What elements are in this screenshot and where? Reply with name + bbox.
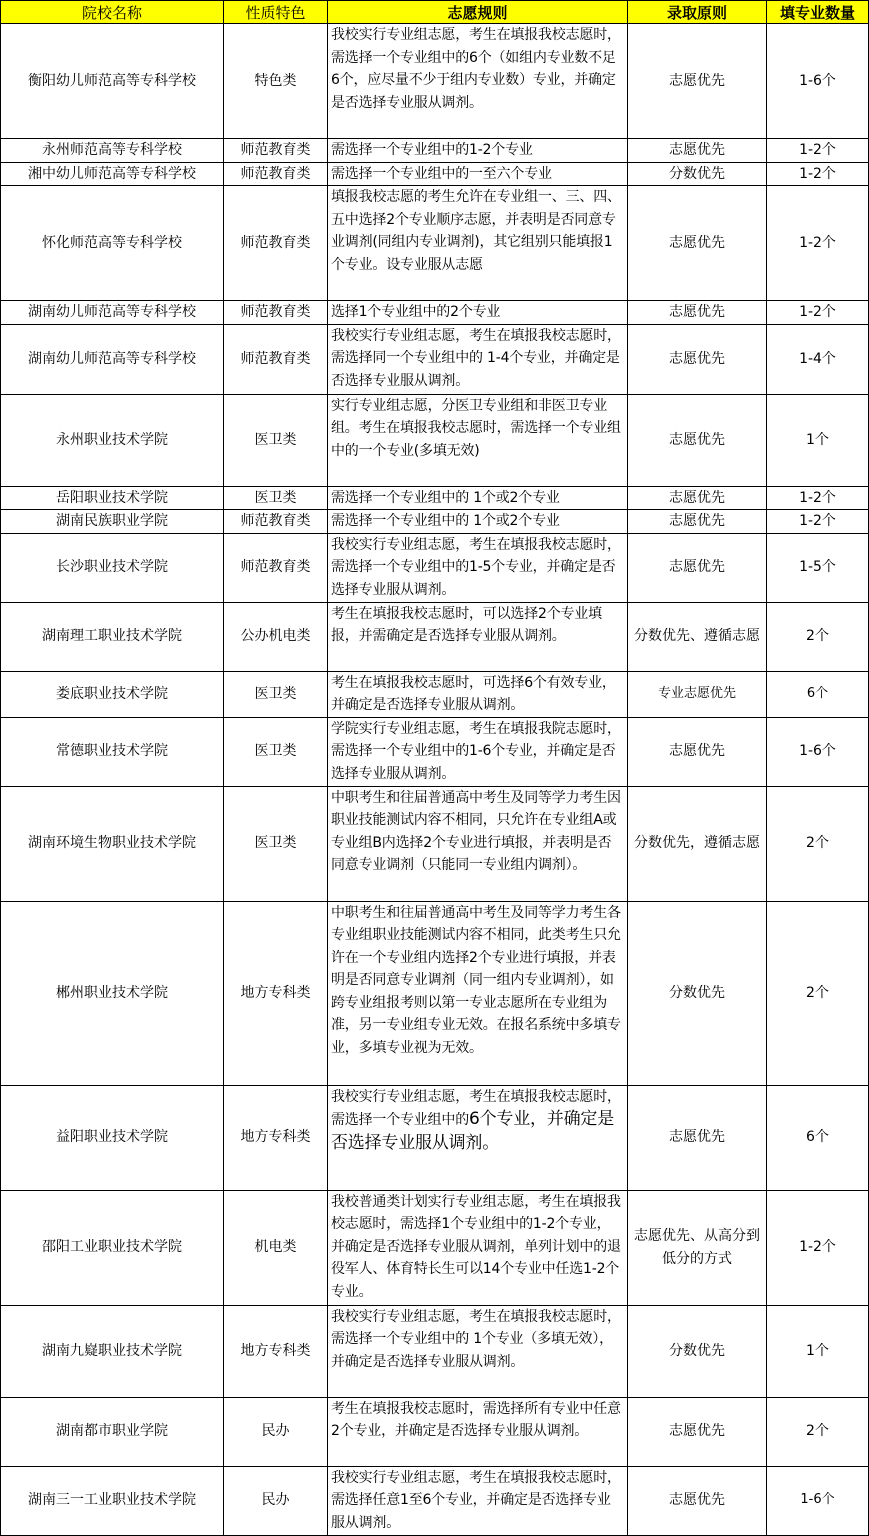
admission-principle: 志愿优先	[628, 394, 767, 486]
major-count: 2个	[767, 602, 869, 671]
school-name: 湖南幼儿师范高等专科学校	[1, 324, 224, 394]
rule-text: 实行专业组志愿，分医卫专业组和非医卫专业组。考生在填报我校志愿时，需选择一个专业组中的一个专业(多填无效)	[328, 394, 628, 486]
header-count: 填专业数量	[767, 1, 869, 24]
rule-text: 我校实行专业组志愿，考生在填报我校志愿时，需选择一个专业组中的 1个专业（多填无效），并确定是否选择专业服从调剂。	[328, 1305, 628, 1397]
admission-principle: 志愿优先	[628, 1085, 767, 1190]
rule-text: 需选择一个专业组中的1-2个专业	[328, 139, 628, 163]
school-type: 医卫类	[224, 486, 328, 510]
major-count: 1-6个	[767, 717, 869, 786]
rule-text	[328, 1085, 628, 1190]
school-type: 民办	[224, 1397, 328, 1466]
major-count: 1-2个	[767, 510, 869, 534]
table-row	[1, 394, 869, 486]
school-name: 湖南幼儿师范高等专科学校	[1, 301, 224, 325]
major-count: 2个	[767, 1397, 869, 1466]
table-row	[1, 1305, 869, 1397]
admission-principle: 志愿优先	[628, 324, 767, 394]
table-row	[1, 24, 869, 139]
school-name: 永州职业技术学院	[1, 394, 224, 486]
table-row	[1, 671, 869, 717]
school-type: 师范教育类	[224, 186, 328, 301]
rule-text: 我校普通类计划实行专业组志愿，考生在填报我校志愿时，需选择1个专业组中的1-2个专业，并确定是否选择专业服从调剂，单列计划中的退役军人、体育特长生可以14个专业中任选1-2个专业。	[328, 1190, 628, 1305]
school-name: 邵阳工业职业技术学院	[1, 1190, 224, 1305]
table-row	[1, 1397, 869, 1466]
table-row	[1, 162, 869, 186]
major-count: 2个	[767, 786, 869, 901]
school-type: 医卫类	[224, 671, 328, 717]
table-row	[1, 510, 869, 534]
table-row	[1, 486, 869, 510]
major-count: 1个	[767, 1305, 869, 1397]
admission-principle: 志愿优先	[628, 717, 767, 786]
school-name: 郴州职业技术学院	[1, 901, 224, 1085]
school-name: 常德职业技术学院	[1, 717, 224, 786]
school-name: 衡阳幼儿师范高等专科学校	[1, 24, 224, 139]
header-principle: 录取原则	[628, 1, 767, 24]
rule-text: 选择1个专业组中的2个专业	[328, 301, 628, 325]
school-name: 怀化师范高等专科学校	[1, 186, 224, 301]
school-name: 长沙职业技术学院	[1, 533, 224, 602]
rule-text: 考生在填报我校志愿时，可以选择2个专业填报，并需确定是否选择专业服从调剂。	[328, 602, 628, 671]
school-name: 娄底职业技术学院	[1, 671, 224, 717]
school-name: 岳阳职业技术学院	[1, 486, 224, 510]
rule-text: 考生在填报我校志愿时，可选择6个有效专业，并确定是否选择专业服从调剂。	[328, 671, 628, 717]
table-row	[1, 901, 869, 1085]
school-type: 民办	[224, 1466, 328, 1535]
school-name: 益阳职业技术学院	[1, 1085, 224, 1190]
rule-text: 我校实行专业组志愿，考生在填报我校志愿时，需选择一个专业组中的6个（如组内专业数不足6个，应尽量不少于组内专业数）专业，并确定是否选择专业服从调剂。	[328, 24, 628, 139]
rule-text-part-large: 6个专业，并确定是否选择专业服从调剂。	[331, 1109, 615, 1153]
admission-principle: 志愿优先	[628, 1466, 767, 1535]
header-school: 院校名称	[1, 1, 224, 24]
rule-text-part: 我校实行专业组志愿，考生在填报我校志愿时，需选择一个专业组中的	[331, 1088, 621, 1128]
school-type: 医卫类	[224, 717, 328, 786]
major-count: 6个	[767, 671, 869, 717]
major-count: 2个	[767, 901, 869, 1085]
admission-principle: 志愿优先	[628, 510, 767, 534]
school-type: 师范教育类	[224, 162, 328, 186]
rule-text: 我校实行专业组志愿，考生在填报我校志愿时，需选择任意1至6个专业，并确定是否选择专业服从调剂。	[328, 1466, 628, 1535]
school-type: 地方专科类	[224, 901, 328, 1085]
major-count: 1-2个	[767, 301, 869, 325]
school-type: 地方专科类	[224, 1305, 328, 1397]
admission-principle: 志愿优先	[628, 24, 767, 139]
table-row	[1, 139, 869, 163]
school-type: 医卫类	[224, 786, 328, 901]
rule-text: 填报我校志愿的考生允许在专业组一、三、四、五中选择2个专业顺序志愿，并表明是否同意专业调剂(同组内专业调剂)，其它组别只能填报1个专业。设专业服从志愿	[328, 186, 628, 301]
table-row	[1, 301, 869, 325]
school-type: 机电类	[224, 1190, 328, 1305]
school-type: 地方专科类	[224, 1085, 328, 1190]
school-type: 师范教育类	[224, 139, 328, 163]
header-type: 性质特色	[224, 1, 328, 24]
table-row	[1, 602, 869, 671]
major-count: 1-4个	[767, 324, 869, 394]
school-name: 湖南环境生物职业技术学院	[1, 786, 224, 901]
rule-text: 学院实行专业组志愿，考生在填报我院志愿时，需选择一个专业组中的1-6个专业，并确定是否选择专业服从调剂。	[328, 717, 628, 786]
major-count: 1个	[767, 394, 869, 486]
major-count: 1-2个	[767, 1190, 869, 1305]
rule-text: 考生在填报我校志愿时，需选择所有专业中任意2个专业，并确定是否选择专业服从调剂。	[328, 1397, 628, 1466]
admission-principle: 专业志愿优先	[628, 671, 767, 717]
school-type: 医卫类	[224, 394, 328, 486]
school-name: 湖南九嶷职业技术学院	[1, 1305, 224, 1397]
rule-text: 需选择一个专业组中的一至六个专业	[328, 162, 628, 186]
admission-principle: 志愿优先	[628, 301, 767, 325]
admission-principle: 志愿优先	[628, 486, 767, 510]
major-count: 1-2个	[767, 186, 869, 301]
school-type: 师范教育类	[224, 510, 328, 534]
school-type: 师范教育类	[224, 301, 328, 325]
table-row	[1, 324, 869, 394]
major-count: 6个	[767, 1085, 869, 1190]
school-name: 永州师范高等专科学校	[1, 139, 224, 163]
admission-principle: 志愿优先	[628, 186, 767, 301]
school-type: 师范教育类	[224, 533, 328, 602]
table-row	[1, 533, 869, 602]
admission-principle: 分数优先、遵循志愿	[628, 602, 767, 671]
table-row	[1, 186, 869, 301]
table-row	[1, 1466, 869, 1535]
school-name: 湖南都市职业学院	[1, 1397, 224, 1466]
school-type: 特色类	[224, 24, 328, 139]
admission-principle: 分数优先	[628, 1305, 767, 1397]
school-type: 公办机电类	[224, 602, 328, 671]
header-row	[1, 1, 869, 24]
admission-principle: 志愿优先	[628, 139, 767, 163]
school-name: 湘中幼儿师范高等专科学校	[1, 162, 224, 186]
admission-principle: 志愿优先	[628, 533, 767, 602]
admission-principle: 分数优先	[628, 162, 767, 186]
table-row	[1, 1190, 869, 1305]
rule-text: 需选择一个专业组中的 1个或2个专业	[328, 510, 628, 534]
rule-text: 需选择一个专业组中的 1个或2个专业	[328, 486, 628, 510]
header-rule: 志愿规则	[328, 1, 628, 24]
rule-text: 我校实行专业组志愿，考生在填报我校志愿时，需选择同一个专业组中的 1-4个专业，并确定是否选择专业服从调剂。	[328, 324, 628, 394]
table-row	[1, 717, 869, 786]
major-count: 1-6个	[767, 24, 869, 139]
table-row	[1, 1085, 869, 1190]
rule-text: 中职考生和往届普通高中考生及同等学力考生因职业技能测试内容不相同，只允许在专业组A或专业组B内选择2个专业进行填报，并表明是否同意专业调剂（只能同一专业组内调剂）。	[328, 786, 628, 901]
rule-text: 中职考生和往届普通高中考生及同等学力考生各专业组职业技能测试内容不相同，此类考生只允许在一个专业组内选择2个专业进行填报，并表明是否同意专业调剂（同一组内专业调剂），如跨专业组报考则以第一专业志愿所在专业组为准，另一专业组专业无效。在报名系统中多填专业，多填专业视为无效。	[328, 901, 628, 1085]
table-row	[1, 786, 869, 901]
major-count: 1-2个	[767, 162, 869, 186]
school-name: 湖南理工职业技术学院	[1, 602, 224, 671]
school-type: 师范教育类	[224, 324, 328, 394]
major-count: 1-2个	[767, 486, 869, 510]
admission-principle: 分数优先	[628, 901, 767, 1085]
admission-principle: 志愿优先	[628, 1397, 767, 1466]
major-count: 1-6个	[767, 1466, 869, 1535]
admission-principle: 志愿优先、从高分到低分的方式	[628, 1190, 767, 1305]
admission-principle: 分数优先，遵循志愿	[628, 786, 767, 901]
school-name: 湖南三一工业职业技术学院	[1, 1466, 224, 1535]
major-count: 1-2个	[767, 139, 869, 163]
rule-text: 我校实行专业组志愿，考生在填报我校志愿时，需选择一个专业组中的1-5个专业，并确定是否选择专业服从调剂。	[328, 533, 628, 602]
major-count: 1-5个	[767, 533, 869, 602]
school-name: 湖南民族职业学院	[1, 510, 224, 534]
